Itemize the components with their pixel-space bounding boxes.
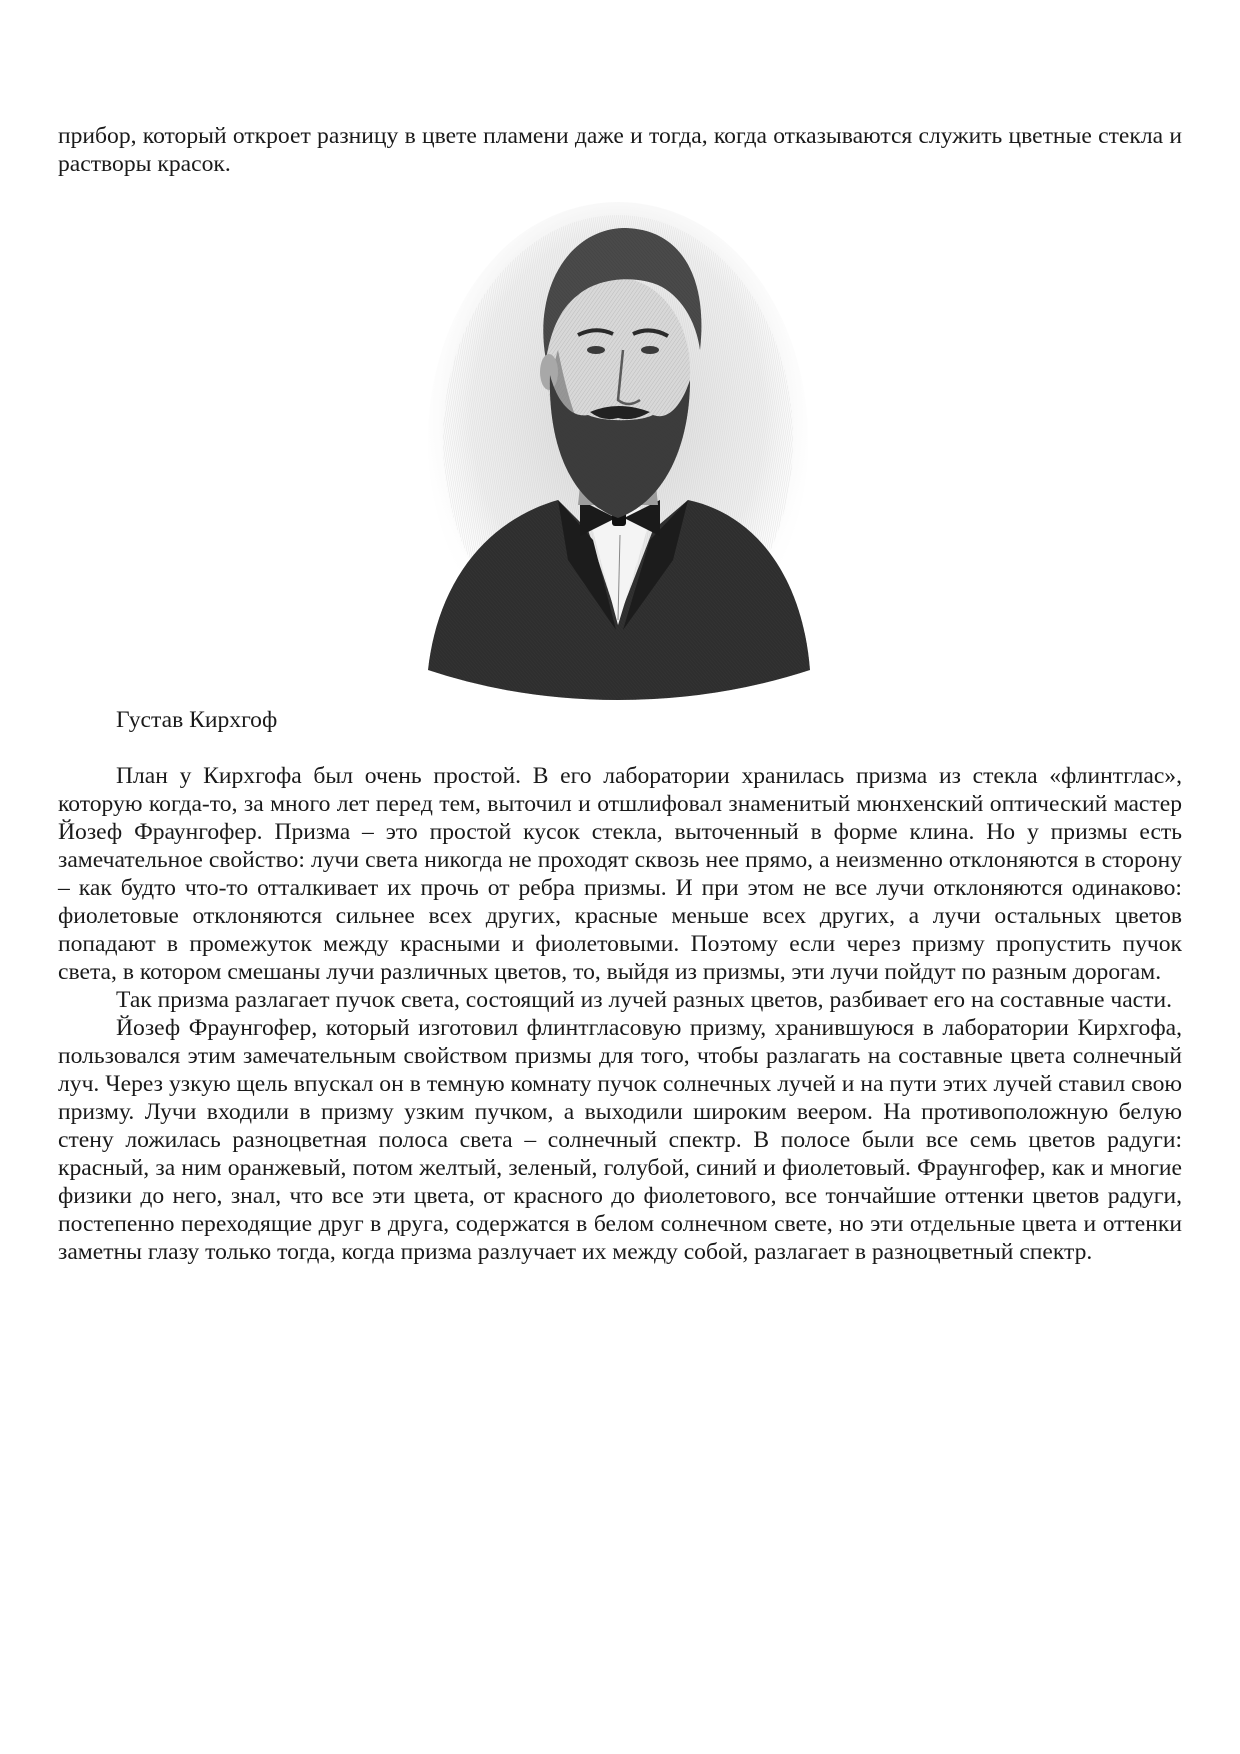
paragraph: Так призма разлагает пучок света, состоящий из лучей разных цветов, разбивает его на составные части. — [116, 987, 1172, 1013]
intro-text: прибор, который откроет разницу в цвете пламени даже и тогда, когда отказываются служить цветные стекла и растворы красок. — [58, 123, 1182, 177]
paragraph: План у Кирхгофа был очень простой. В его лаборатории хранилась призма из стекла «флинтглас», которую когда-то, за много лет перед тем, выточил и отшлифовал знаменитый мюнхенский оптический мастер Йозеф Фраунгофер. Призма – это простой кусок стекла, выточенный в форме клина. Но у призмы есть замечательное свойство: лучи света никогда не проходят сквозь нее прямо, а неизменно отклоняются в сторону – как будто что-то отталкивает их прочь от ребра призмы. И при этом не все лучи отклоняются одинаково: фиолетовые отклоняются сильнее всех других, красные меньше всех других, а лучи остальных цветов попадают в промежуток между красными и фиолетовыми. Поэтому если через призму пропустить пучок света, в котором смешаны лучи различных цветов, то, выйдя из призмы, эти лучи пойдут по разным дорогам. — [58, 763, 1182, 985]
figure-caption: Густав Кирхгоф — [116, 707, 278, 733]
eye-right — [641, 346, 659, 354]
portrait-engraving — [418, 200, 818, 700]
paragraph: Йозеф Фраунгофер, который изготовил флинтгласовую призму, хранившуюся в лаборатории Кирхгофа, пользовался этим замечательным свойством призмы для того, чтобы разлагать на составные цвета солнечный луч. Через узкую щель впускал он в темную комнату пучок солнечных лучей и на пути этих лучей ставил свою призму. Лучи входили в призму узким пучком, а выходили широким веером. На противоположную белую стену ложилась разноцветная полоса света – солнечный спектр. В полосе были все семь цветов радуги: красный, за ним оранжевый, потом желтый, зеленый, голубой, синий и фиолетовый. Фраунгофер, как и многие физики до него, знал, что все эти цвета, от красного до фиолетового, все тончайшие оттенки цветов радуги, постепенно переходящие друг в друга, содержатся в белом солнечном свете, но эти отдельные цвета и оттенки заметны глазу только тогда, когда призма разлучает их между собой, разлагает в разноцветный спектр. — [58, 1015, 1182, 1265]
eye-left — [587, 346, 605, 354]
body-text — [58, 762, 1182, 1266]
intro-paragraph — [58, 122, 1182, 178]
ear-left — [540, 354, 558, 390]
